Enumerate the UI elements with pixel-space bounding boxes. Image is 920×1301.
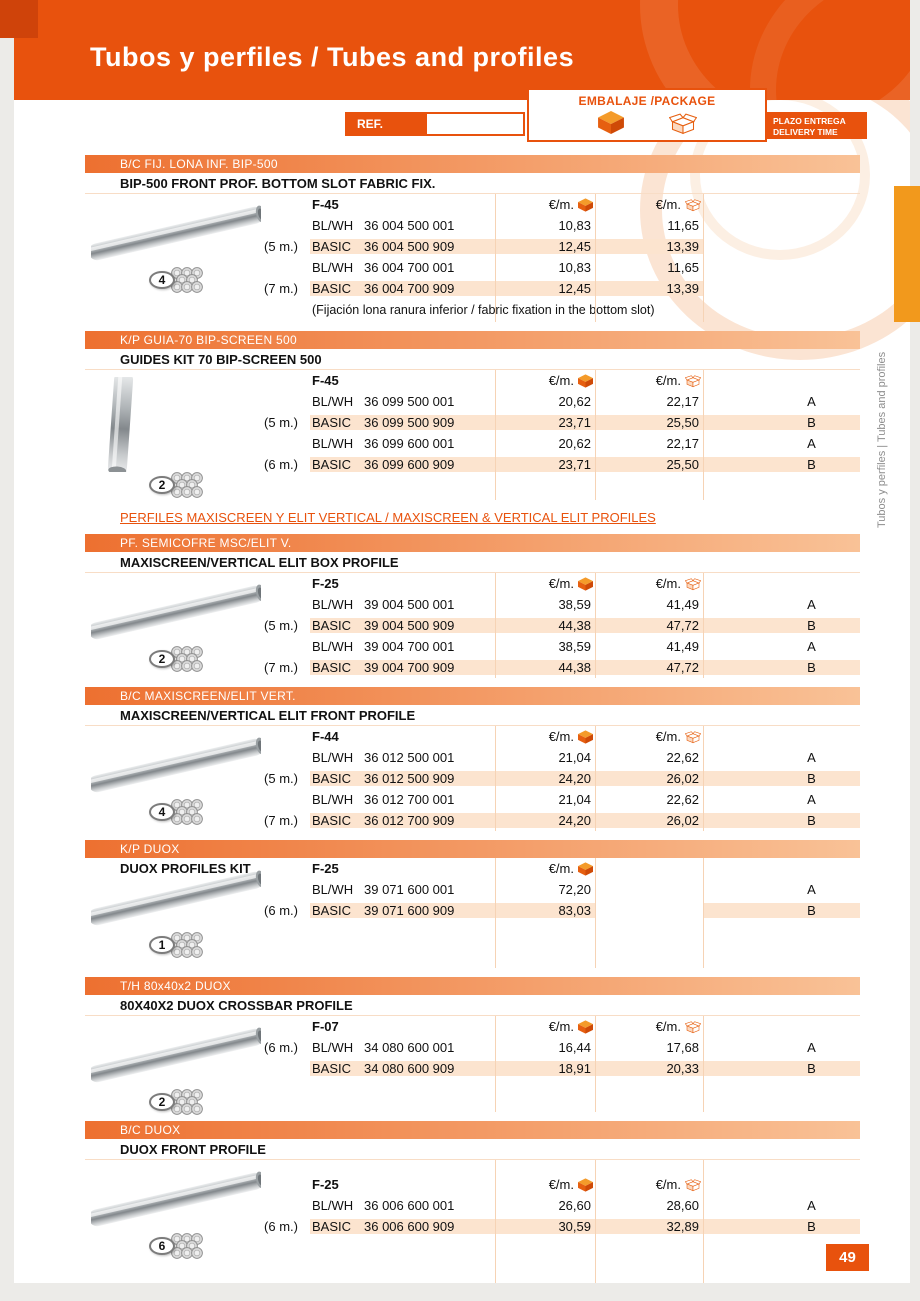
length-label: (5 m.) [264,415,298,430]
product-reference [310,750,495,765]
price-unit-blwh: €/m. [495,1019,595,1034]
price-blwh: 26,60 [558,1198,591,1213]
price-blwh: 72,20 [558,882,591,897]
closed-package-icon [578,1020,593,1034]
price-blwh: 23,71 [495,415,595,430]
price-unit-blwh: €/m. [495,373,595,388]
product-row [85,657,860,678]
section-title-en: 80X40X2 DUOX CROSSBAR PROFILE [85,995,860,1016]
delivery-time-code: B [703,415,860,430]
f-code: F-44 [312,729,339,744]
product-row [85,215,860,236]
price-blwh: 10,83 [558,218,591,233]
price-blwh: 20,62 [558,436,591,451]
price-blwh: 44,38 [495,618,595,633]
delivery-time-code: A [807,1198,816,1213]
reference-code: 36 004 500 909 [364,239,455,254]
price-blwh: 20,62 [558,394,591,409]
delivery-legend [765,112,867,139]
product-reference [310,903,495,918]
price-basic: 20,33 [595,1061,703,1076]
price-basic: 25,50 [595,457,703,472]
product-reference [310,281,495,296]
section-title-en: MAXISCREEN/VERTICAL ELIT FRONT PROFILE [85,705,860,726]
product-section [85,977,860,1112]
price-basic: 11,65 [667,218,699,233]
delivery-time-code: B [703,903,860,918]
price-blwh: 21,04 [558,750,591,765]
price-unit-basic: €/m. [595,373,703,388]
package-icons [529,108,765,136]
finish-label: BASIC [312,415,352,430]
finish-label: BASIC [312,618,352,633]
ref-label: REF. [347,114,427,134]
length-label: (6 m.) [264,903,298,918]
closed-package-icon [578,1178,593,1192]
finish-label: BL/WH [312,436,354,451]
section-title-en: DUOX PROFILES KIT [120,861,251,876]
price-table [85,1160,860,1283]
ref-legend [345,112,525,136]
closed-package-icon [578,730,593,744]
price-blwh: 44,38 [495,660,595,675]
page-number: 49 [826,1244,869,1271]
price-basic: 13,39 [595,239,703,254]
reference-code: 36 004 500 001 [364,218,455,233]
bundle-count-badge: 4 [149,271,175,289]
reference-code: 36 099 600 909 [364,457,455,472]
section-title-en: BIP-500 FRONT PROF. BOTTOM SLOT FABRIC FIX. [85,173,860,194]
delivery-time-code: A [807,792,816,807]
reference-code: 36 012 500 909 [364,771,455,786]
product-section [85,331,860,500]
price-basic: 28,60 [666,1198,699,1213]
product-reference [310,771,495,786]
price-blwh: 21,04 [558,792,591,807]
reference-code: 36 004 700 909 [364,281,455,296]
finish-label: BL/WH [312,218,354,233]
price-basic: 47,72 [595,618,703,633]
table-header-row [85,194,860,215]
product-reference [310,792,495,807]
product-reference [310,1061,495,1076]
product-reference [310,660,495,675]
corner-decoration [0,0,38,38]
price-blwh: 12,45 [495,239,595,254]
price-table [85,573,860,678]
price-blwh: 23,71 [495,457,595,472]
open-package-icon [685,374,701,388]
table-header-row [85,858,860,879]
price-unit-basic: €/m. [595,197,703,212]
product-reference [310,639,495,654]
finish-label: BASIC [312,771,352,786]
section-title-es: B/C FIJ. LONA INF. BIP-500 [85,155,860,173]
finish-label: BASIC [312,903,352,918]
product-reference [310,260,495,275]
price-blwh: 24,20 [495,813,595,828]
closed-package-icon [578,577,593,591]
product-row [85,1037,860,1058]
finish-label: BL/WH [312,1040,354,1055]
length-label: (7 m.) [264,281,298,296]
price-blwh: 10,83 [558,260,591,275]
price-basic: 13,39 [595,281,703,296]
price-blwh: 12,45 [495,281,595,296]
catalog-page [14,0,910,1283]
table-header-row [85,1016,860,1037]
open-package-icon [685,198,701,212]
reference-code: 36 006 600 909 [364,1219,455,1234]
table-header-row [85,370,860,391]
chapter-side-tab [894,186,920,322]
price-basic: 41,49 [666,597,699,612]
open-package-icon [685,1178,701,1192]
price-basic: 41,49 [666,639,699,654]
sections-container [85,155,860,1283]
product-reference [310,882,495,897]
finish-label: BL/WH [312,750,354,765]
section-title-es: K/P GUIA-70 BIP-SCREEN 500 [85,331,860,349]
product-reference [310,239,495,254]
reference-code: 36 099 600 001 [364,436,455,451]
delivery-time-code: A [807,750,816,765]
product-row [85,236,860,257]
finish-label: BL/WH [312,792,354,807]
product-reference [310,436,495,451]
length-label: (6 m.) [264,1040,298,1055]
section-title-es: B/C DUOX [85,1121,860,1139]
bundle-count-badge: 2 [149,1093,175,1111]
delivery-legend-line2: DELIVERY TIME [773,126,838,137]
length-label: (5 m.) [264,239,298,254]
length-label: (6 m.) [264,457,298,472]
finish-label: BASIC [312,1061,352,1076]
finish-label: BASIC [312,1219,352,1234]
reference-code: 39 071 600 001 [364,882,455,897]
group-heading: PERFILES MAXISCREEN Y ELIT VERTICAL / MAXISCREEN & VERTICAL ELIT PROFILES [120,510,656,525]
product-section [85,840,860,968]
section-title-en: DUOX FRONT PROFILE [85,1139,860,1160]
finish-label: BL/WH [312,882,354,897]
f-code: F-45 [312,373,339,388]
delivery-time-code: A [807,882,816,897]
product-row [85,810,860,831]
product-row [85,879,860,900]
price-basic: 11,65 [667,260,699,275]
product-row [85,391,860,412]
price-blwh: 30,59 [495,1219,595,1234]
section-title-es: PF. SEMICOFRE MSC/ELIT V. [85,534,860,552]
reference-code: 36 012 500 001 [364,750,455,765]
product-section [85,155,860,322]
price-blwh: 38,59 [558,639,591,654]
reference-code: 36 012 700 909 [364,813,455,828]
reference-code: 36 099 500 909 [364,415,455,430]
product-reference [310,1198,495,1213]
product-section [85,1121,860,1283]
note-row [85,299,860,320]
product-row [85,789,860,810]
price-unit-blwh: €/m. [495,197,595,212]
bundle-group [149,929,306,960]
side-vertical-label: Tubos y perfiles | Tubes and profiles [876,351,888,528]
product-row [85,454,860,475]
product-reference [310,457,495,472]
finish-label: BL/WH [312,597,354,612]
product-row [85,900,860,921]
price-unit-blwh: €/m. [495,1177,595,1192]
package-legend-title: EMBALAJE /PACKAGE [578,94,716,108]
price-unit-blwh: €/m. [495,729,595,744]
reference-code: 36 006 600 001 [364,1198,455,1213]
reference-code: 36 012 700 001 [364,792,455,807]
length-label: (7 m.) [264,813,298,828]
table-header-row [85,1174,860,1195]
delivery-time-code: B [703,457,860,472]
page-header [14,0,910,100]
delivery-time-code: A [807,597,816,612]
product-reference [310,415,495,430]
product-row [85,636,860,657]
bundle-count-badge: 2 [149,476,175,494]
bundle-count-badge: 4 [149,803,175,821]
product-section [85,687,860,831]
price-table [85,726,860,831]
product-row [85,1195,860,1216]
product-row [85,1216,860,1237]
section-title-en: MAXISCREEN/VERTICAL ELIT BOX PROFILE [85,552,860,573]
product-reference [310,218,495,233]
section-title-en: GUIDES KIT 70 BIP-SCREEN 500 [85,349,860,370]
length-label: (6 m.) [264,1219,298,1234]
closed-package-icon [598,111,624,134]
price-blwh: 38,59 [558,597,591,612]
product-row [85,278,860,299]
f-code: F-45 [312,197,339,212]
closed-package-icon [578,374,593,388]
price-basic: 26,02 [595,813,703,828]
swirl-decoration [750,0,910,100]
product-row [85,433,860,454]
section-title-es: B/C MAXISCREEN/ELIT VERT. [85,687,860,705]
price-blwh: 18,91 [495,1061,595,1076]
price-blwh: 24,20 [495,771,595,786]
price-unit-blwh: €/m. [495,576,595,591]
delivery-time-code: B [703,771,860,786]
price-unit-basic: €/m. [595,1019,703,1034]
closed-package-icon [578,198,593,212]
price-blwh: 83,03 [495,903,595,918]
price-basic: 22,62 [666,792,699,807]
price-blwh: 16,44 [558,1040,591,1055]
finish-label: BASIC [312,239,352,254]
finish-label: BASIC [312,660,352,675]
delivery-time-code: B [703,813,860,828]
product-row [85,594,860,615]
finish-label: BL/WH [312,394,354,409]
price-basic: 25,50 [595,415,703,430]
price-unit-basic: €/m. [595,729,703,744]
reference-code: 39 004 500 909 [364,618,455,633]
product-row [85,257,860,278]
reference-code: 34 080 600 909 [364,1061,455,1076]
section-title-es: K/P DUOX [85,840,860,858]
section-note: (Fijación lona ranura inferior / fabric fixation in the bottom slot) [312,302,655,317]
product-row [85,615,860,636]
f-code: F-25 [312,861,339,876]
package-legend [527,88,767,142]
product-reference [310,394,495,409]
reference-code: 39 004 500 001 [364,597,455,612]
length-label: (7 m.) [264,660,298,675]
bundle-count-badge: 2 [149,650,175,668]
price-table [85,194,860,322]
bundle-count-badge: 6 [149,1237,175,1255]
delivery-time-code: B [703,660,860,675]
price-basic: 17,68 [666,1040,699,1055]
price-basic: 32,89 [595,1219,703,1234]
price-basic: 47,72 [595,660,703,675]
bundle-count-badge: 1 [149,936,175,954]
price-basic: 22,17 [666,394,699,409]
product-row [85,747,860,768]
length-label: (5 m.) [264,771,298,786]
delivery-legend-line1: PLAZO ENTREGA [773,116,846,126]
product-reference [310,1219,495,1234]
reference-code: 36 004 700 001 [364,260,455,275]
finish-label: BL/WH [312,260,354,275]
delivery-time-code: B [703,1061,860,1076]
closed-package-icon [578,862,593,876]
reference-code: 36 099 500 001 [364,394,455,409]
table-header-row [85,726,860,747]
open-package-icon [685,730,701,744]
finish-label: BL/WH [312,1198,354,1213]
price-unit-basic: €/m. [595,1177,703,1192]
open-package-icon [669,111,697,136]
product-reference [310,813,495,828]
delivery-time-code: A [807,639,816,654]
product-reference [310,1040,495,1055]
product-row [85,768,860,789]
product-row [85,412,860,433]
finish-label: BASIC [312,813,352,828]
reference-code: 39 071 600 909 [364,903,455,918]
open-package-icon [685,577,701,591]
finish-label: BL/WH [312,639,354,654]
delivery-time-code: B [703,618,860,633]
length-label: (5 m.) [264,618,298,633]
section-title-es: T/H 80x40x2 DUOX [85,977,860,995]
price-basic: 22,62 [666,750,699,765]
delivery-time-code: A [807,1040,816,1055]
product-section [85,534,860,678]
product-reference [310,597,495,612]
open-package-icon [685,1020,701,1034]
product-row [85,1058,860,1079]
delivery-time-code: B [703,1219,860,1234]
finish-label: BASIC [312,281,352,296]
f-code: F-25 [312,1177,339,1192]
f-code: F-07 [312,1019,339,1034]
product-reference [310,618,495,633]
reference-code: 39 004 700 909 [364,660,455,675]
f-code: F-25 [312,576,339,591]
delivery-time-code: A [807,394,816,409]
reference-code: 39 004 700 001 [364,639,455,654]
price-basic: 22,17 [666,436,699,451]
price-unit-basic: €/m. [595,576,703,591]
delivery-time-code: A [807,436,816,451]
price-basic: 26,02 [595,771,703,786]
page-title: Tubos y perfiles / Tubes and profiles [90,42,575,72]
finish-label: BASIC [312,457,352,472]
table-header-row [85,573,860,594]
bundle-group [149,1086,306,1117]
reference-code: 34 080 600 001 [364,1040,455,1055]
price-unit-blwh: €/m. [495,861,595,876]
